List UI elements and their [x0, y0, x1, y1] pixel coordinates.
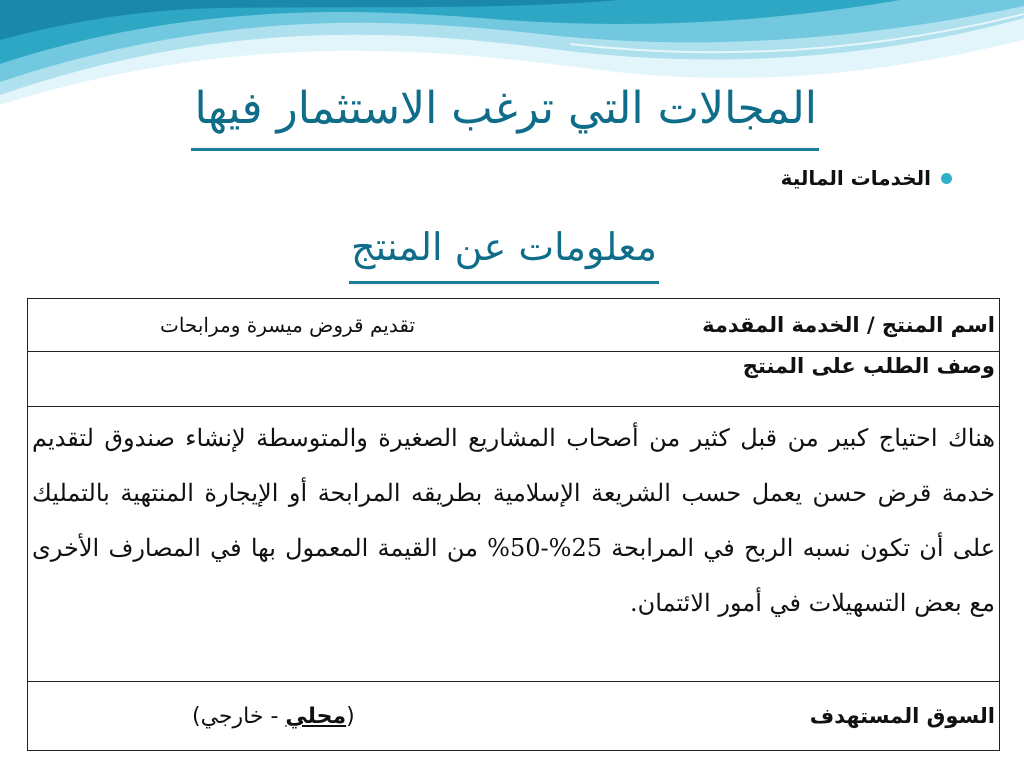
- table-cell: [28, 682, 1000, 751]
- demand-description-text: هناك احتياج كبير من قبل كثير من أصحاب المشاريع الصغيرة والمتوسطة لإنشاء صندوق لتقديم خدمة قرض حسن يعمل حسب الشريعة الإسلامية بطريقه المرابحة أو الإيجارة المنتهية بالتمليك على أن تكون نسبه الربح في المرابحة 25%-50% من القيمة المعمول بها في المصارف الأخرى مع بعض التسهيلات في أمور الائتمان.: [32, 424, 996, 617]
- section-subtitle: معلومات عن المنتج: [349, 219, 659, 284]
- table-row-target-market: [28, 682, 1000, 751]
- slide-title: المجالات التي ترغب الاستثمار فيها: [191, 78, 820, 151]
- target-market-separator: -: [263, 703, 286, 729]
- bullet-dot-icon: [941, 173, 952, 184]
- bullet-item: [781, 166, 952, 190]
- product-name-value: تقديم قروض ميسرة ومرابحات: [160, 313, 416, 337]
- paren-close: ): [192, 703, 201, 729]
- product-info-table: [27, 298, 1000, 751]
- table-row-product-name: [28, 299, 1000, 352]
- target-market-value: [192, 704, 355, 729]
- bullet-text: الخدمات المالية: [780, 166, 931, 190]
- target-market-foreign: خارجي: [200, 703, 264, 729]
- table-row-description-text: [28, 407, 1000, 682]
- target-market-label: السوق المستهدف: [809, 704, 995, 728]
- demand-description-label: وصف الطلب على المنتج: [742, 354, 995, 378]
- table-cell: [28, 352, 1000, 407]
- table-cell: [28, 407, 1000, 682]
- table-cell: [28, 299, 1000, 352]
- target-market-local: محلي: [285, 703, 347, 729]
- paren-open: (: [346, 703, 355, 729]
- product-name-label: اسم المنتج / الخدمة المقدمة: [702, 313, 995, 337]
- table-row-demand-description: [28, 352, 1000, 407]
